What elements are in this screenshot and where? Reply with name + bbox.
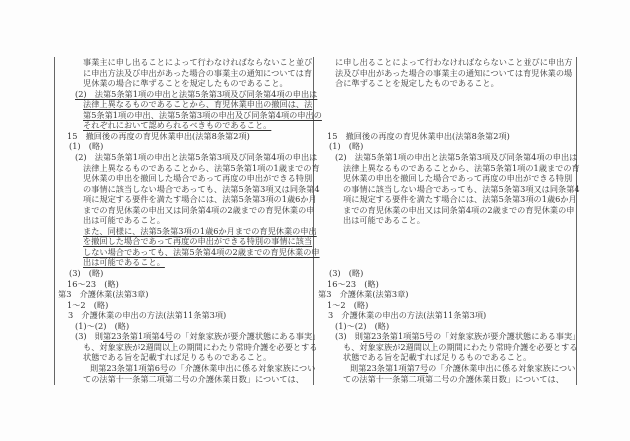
text-segment: の事情に該当しない場合であっても、法第5条第3項又は同条第4 — [343, 183, 580, 194]
underlined-text: しない場合であっても、法第5条第4項の2歳までの育児休業の申 — [83, 246, 320, 257]
text-line — [343, 163, 580, 174]
text-segment: 1～2 (略) — [327, 299, 369, 310]
text-line — [343, 374, 564, 385]
text-line — [327, 300, 368, 311]
text-line — [350, 363, 575, 374]
text-segment: 法及び申出があった場合の事業主の通知については育児休業の場 — [335, 67, 573, 78]
text-segment: の「介護休業申出に係る対象家族につい — [428, 362, 576, 373]
text-line — [83, 342, 317, 353]
text-line — [343, 352, 531, 363]
text-segment: 状態である旨を記載すれば足りるものであること。 — [343, 352, 532, 363]
text-segment: (1) (略) — [69, 141, 104, 152]
text-segment: (1) (略) — [329, 141, 364, 152]
text-line — [83, 68, 312, 79]
text-line — [83, 247, 320, 258]
text-segment: (2) 法第5条第1項の申出と法第5条第3項及び同条第4項の申出は — [75, 151, 318, 162]
text-line — [343, 194, 577, 205]
text-segment: 項に規定する要件を満たす場合には、法第5条第3項の1歳6か月 — [343, 194, 577, 205]
underlined-text: また、同様に、法第5条第3項の1歳6か月までの育児休業の申出 — [83, 225, 317, 236]
text-segment: までの育児休業の申出又は同条第4項の2歳までの育児休業の申 — [83, 204, 315, 215]
underlined-text: 法律上異なるものであることから、育児休業申出の撤回は、法 — [83, 99, 313, 110]
text-line — [343, 184, 580, 195]
text-segment: 3 介護休業の申出の方法(法第11条第3項) — [328, 310, 487, 321]
underlined-text: 第5条第1項の申出、法第5条第3項の申出及び同条第4項の申出の — [83, 109, 322, 120]
underlined-text: 第23条第1項第7号 — [358, 362, 429, 373]
text-line — [327, 131, 510, 142]
text-segment: の「介護休業申出に係る対象家族につい — [168, 362, 316, 373]
text-line — [67, 279, 119, 290]
text-line — [335, 331, 580, 342]
text-line — [83, 236, 312, 247]
text-segment: 児休業の申出を撤回した場合であって再度の申出ができる特別 — [83, 173, 313, 184]
text-segment: 出は可能であること。 — [83, 215, 165, 226]
text-line — [343, 173, 572, 184]
text-line — [343, 205, 574, 216]
text-segment: 法律上異なるものであることから、法第5条第1項の1歳までの育 — [343, 162, 580, 173]
text-segment: (3) 則 — [335, 331, 363, 342]
text-line — [83, 194, 317, 205]
text-segment: 1～2 (略) — [67, 299, 109, 310]
underlined-text: (2) 法第5条第1項の申出と法第5条第3項及び同条第4項の申出は — [75, 88, 318, 99]
text-line — [67, 300, 108, 311]
text-line — [69, 268, 103, 279]
text-line — [335, 57, 572, 68]
text-line — [83, 205, 314, 216]
underlined-text: それぞれにおいて認められるべきものであること。 — [83, 120, 272, 131]
text-line — [83, 163, 320, 174]
text-segment: ての法第十一条第二項第二号の介護休業日数」については、 — [83, 373, 304, 384]
table-border-left — [54, 57, 55, 385]
text-segment: 児休業の申出を撤回した場合であって再度の申出ができる特別 — [343, 173, 573, 184]
text-line — [335, 68, 572, 79]
text-segment: 児休業の場合に準ずることを規定したものであること。 — [83, 78, 288, 89]
text-segment: 3 介護休業の申出の方法(法第11条第3項) — [68, 310, 227, 321]
text-segment: に申し出ることによって行わなければならないこと並びに申出方 — [335, 57, 573, 67]
text-segment: 法律上異なるものであることから、法第5条第1項の1歳までの育 — [83, 162, 320, 173]
text-segment: 15 撤回後の再度の育児休業申出(法第8条第2項) — [327, 130, 510, 141]
text-line — [83, 57, 312, 68]
text-segment: も、対象家族が2週間以上の期間にわたり常時介護を必要とする — [343, 341, 578, 352]
text-line — [75, 321, 129, 332]
underlined-text: 第23条第1項第5号 — [362, 331, 433, 342]
text-segment: の「対象家族が要介護状態にある事実」 — [432, 331, 581, 342]
text-line — [83, 78, 288, 89]
text-line — [335, 152, 577, 163]
text-line — [328, 310, 486, 321]
text-segment: (3) (略) — [69, 268, 104, 278]
text-segment: (3) 則 — [75, 331, 103, 342]
text-line — [335, 321, 389, 332]
text-line — [343, 215, 425, 226]
text-line — [90, 363, 315, 374]
text-segment: 則 — [90, 362, 99, 373]
text-segment: (1)～(2) (略) — [335, 320, 390, 331]
text-line — [327, 279, 379, 290]
text-line — [83, 257, 165, 268]
text-segment: 則 — [350, 362, 359, 373]
text-segment: (2) 法第5条第1項の申出と法第5条第3項及び同条第4項の申出は — [335, 151, 578, 162]
text-segment: の「対象家族が要介護状態にある事実」 — [172, 331, 321, 342]
text-line — [83, 184, 320, 195]
text-segment: の事情に該当しない場合であっても、法第5条第3項又は同条第4 — [83, 183, 320, 194]
text-line — [68, 310, 226, 321]
text-line — [83, 173, 312, 184]
text-segment: (1)～(2) (略) — [75, 320, 130, 331]
text-line — [75, 152, 317, 163]
text-segment: 16～23 (略) — [67, 278, 119, 289]
underlined-text: 出は可能であること。 — [83, 257, 165, 268]
text-segment: までの育児休業の申出又は同条第4項の2歳までの育児休業の申 — [343, 204, 575, 215]
text-line — [329, 141, 363, 152]
text-line — [318, 289, 409, 300]
underlined-text: を撤回した場合であって再度の申出ができる特別の事情に該当 — [83, 236, 313, 247]
text-segment: に申出方法及び申出があった場合の事業主の通知については育 — [83, 67, 313, 78]
text-line — [335, 78, 499, 89]
text-line — [75, 89, 317, 100]
text-line — [329, 268, 363, 279]
text-segment: 第3 介護休業(法第3章) — [58, 289, 149, 300]
text-line — [83, 226, 317, 237]
text-segment: (3) (略) — [329, 268, 364, 278]
text-line — [83, 352, 271, 363]
text-line — [83, 215, 165, 226]
text-segment: 15 撤回後の再度の育児休業申出(法第8条第2項) — [67, 130, 250, 141]
text-segment: 16～23 (略) — [327, 278, 379, 289]
text-line — [83, 99, 312, 110]
text-line — [83, 374, 304, 385]
text-segment: 合に準ずることを規定したものであること。 — [335, 78, 499, 89]
text-segment: 項に規定する要件を満たす場合には、法第5条第3項の1歳6か月 — [83, 194, 317, 205]
text-segment: 出は可能であること。 — [343, 215, 425, 226]
text-line — [67, 131, 250, 142]
text-line — [83, 110, 322, 121]
text-line — [75, 331, 320, 342]
text-line — [69, 141, 103, 152]
text-line — [58, 289, 149, 300]
text-line — [83, 120, 271, 131]
text-segment: 第3 介護休業(法第3章) — [318, 289, 409, 300]
text-segment: ての法第十一条第二項第二号の介護休業日数」については、 — [343, 373, 564, 384]
text-segment: 状態である旨を記載すれば足りるものであること。 — [83, 352, 272, 363]
text-segment: 事業主に申し出ることによって行わなければならないこと並び — [83, 57, 313, 67]
underlined-text: 第23条第1項第4号 — [102, 331, 173, 342]
underlined-text: 第23条第1項第6号 — [98, 362, 169, 373]
text-line — [343, 342, 577, 353]
text-segment: も、対象家族が2週間以上の期間にわたり常時介護を必要とする — [83, 341, 318, 352]
